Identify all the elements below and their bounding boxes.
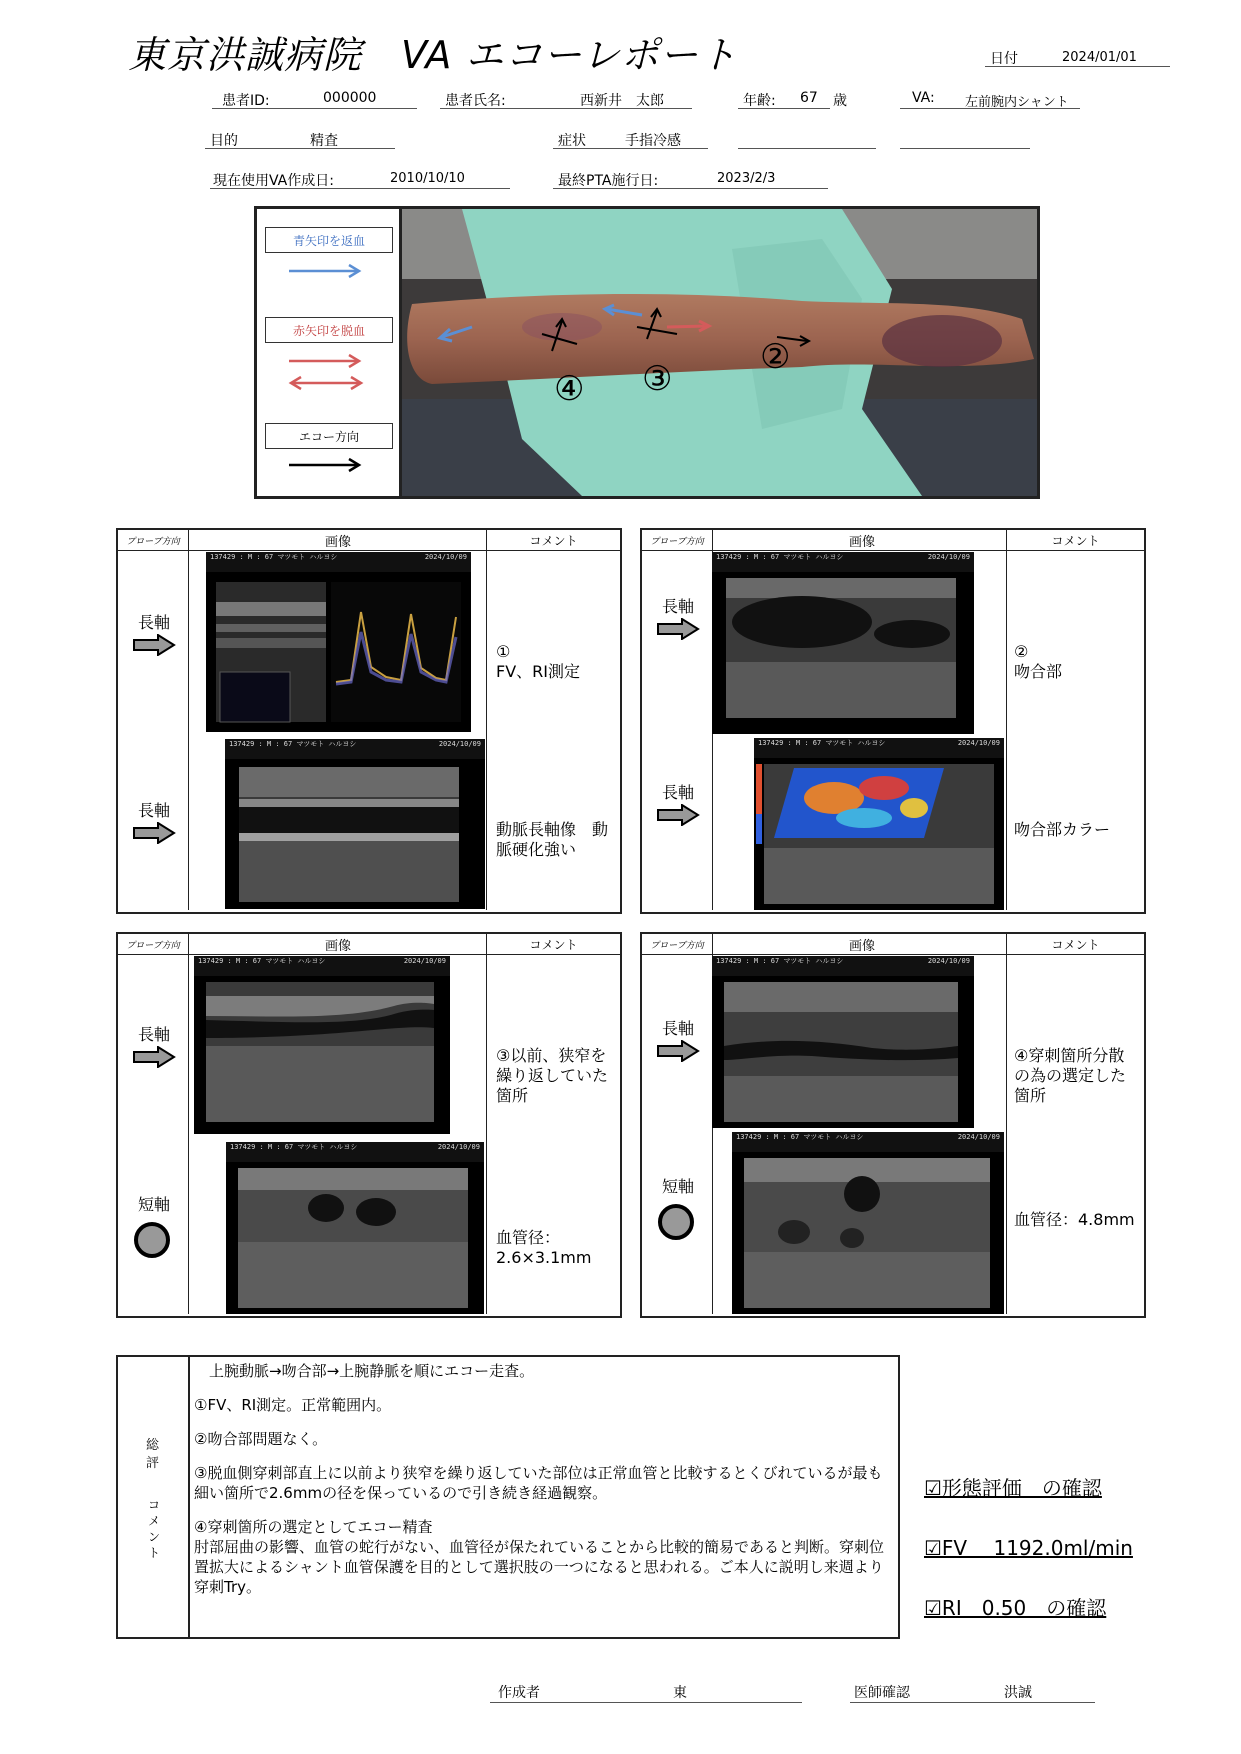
echo-panel-3 xyxy=(116,932,622,1318)
patient-name-value: 西新井 太郎 xyxy=(580,93,664,109)
va-created-value: 2010/10/10 xyxy=(390,171,465,186)
probe-label: 長軸 xyxy=(662,597,695,616)
author-underline xyxy=(490,1702,802,1703)
author-value: 東 xyxy=(673,1685,687,1701)
summary-paragraph: ①FV、RI測定。正常範囲内。 xyxy=(194,1396,392,1414)
probe-label: 長軸 xyxy=(662,1019,695,1038)
echo-panel-1 xyxy=(116,528,622,914)
va-value: 左前腕内シャント xyxy=(965,95,1069,110)
marker-3: ③ xyxy=(642,359,673,399)
doctor-underline xyxy=(850,1702,1095,1703)
comment-text: 血管径： 2.6×3.1mm xyxy=(496,1228,592,1267)
age-underline xyxy=(738,108,830,109)
check-fv: ☑FV 1192.0ml/min xyxy=(924,1536,1133,1560)
ultrasound-cross-section-image xyxy=(226,1142,484,1314)
probe-header: プローブ方向 xyxy=(118,530,189,550)
summary-label: 総 評 xyxy=(146,1438,160,1471)
divider xyxy=(1006,954,1007,1314)
patient-name-label: 患者氏名: xyxy=(445,93,506,109)
scan-header: 137429 : M : 67 マツモト ハルヨシ 2024/10/09 xyxy=(754,738,1004,758)
blue-arrow-icon xyxy=(287,263,367,279)
panel-header-row xyxy=(118,530,620,551)
patient-id-label: 患者ID: xyxy=(222,93,270,109)
purpose-underline xyxy=(205,148,395,149)
age-unit: 歳 xyxy=(833,93,847,109)
date-label: 日付 xyxy=(990,51,1018,67)
va-label: VA: xyxy=(912,90,935,106)
scan-header: 137429 : M : 67 マツモト ハルヨシ 2024/10/09 xyxy=(225,739,485,759)
image-header: 画像 xyxy=(848,534,875,550)
comment-label: コ メ ン ト xyxy=(148,1498,161,1560)
blank-underline-2 xyxy=(900,148,1030,149)
comment-header: コメント xyxy=(1006,934,1144,954)
red-arrow-label: 赤矢印を脱血 xyxy=(265,317,393,343)
right-arrow-icon xyxy=(656,1040,700,1062)
report-title: 東京洪誠病院 VA エコーレポート xyxy=(128,33,738,77)
probe-header: プローブ方向 xyxy=(118,934,189,954)
probe-label: 長軸 xyxy=(138,613,171,632)
marker-4: ④ xyxy=(554,369,585,409)
panel-header-row xyxy=(642,530,1144,551)
last-pta-underline xyxy=(553,188,828,189)
symptom-value: 手指冷感 xyxy=(625,133,681,149)
red-double-arrow-icon xyxy=(287,375,367,391)
marker-2: ② xyxy=(760,337,791,377)
va-underline xyxy=(900,108,1080,109)
symptom-underline xyxy=(553,148,708,149)
right-arrow-icon xyxy=(132,1046,176,1068)
comment-text: 吻合部カラー xyxy=(1014,820,1111,839)
comment-text: ③以前、狭窄を繰り返していた箇所 xyxy=(496,1046,609,1105)
echo-panel-4 xyxy=(640,932,1146,1318)
circle-icon xyxy=(132,1220,172,1260)
doppler-scan-image xyxy=(206,552,471,732)
probe-header: プローブ方向 xyxy=(642,530,713,550)
patient-id-underline xyxy=(212,108,417,109)
scan-header: 137429 : M : 67 マツモト ハルヨシ 2024/10/09 xyxy=(226,1142,484,1162)
comment-text: 血管径：4.8mm xyxy=(1014,1210,1135,1229)
right-arrow-icon xyxy=(656,618,700,640)
scan-header: 137429 : M : 67 マツモト ハルヨシ 2024/10/09 xyxy=(732,1132,1004,1152)
black-arrow-icon xyxy=(287,457,367,473)
date-value: 2024/01/01 xyxy=(1062,50,1137,65)
image-header: 画像 xyxy=(324,938,351,954)
image-header: 画像 xyxy=(324,534,351,550)
doctor-label: 医師確認 xyxy=(854,1685,910,1701)
age-value: 67 xyxy=(800,90,818,106)
right-arrow-icon xyxy=(132,822,176,844)
arm-photo xyxy=(402,209,1037,496)
summary-paragraph: 上腕動脈→吻合部→上腕静脈を順にエコー走査。 xyxy=(194,1362,535,1380)
probe-header: プローブ方向 xyxy=(642,934,713,954)
divider xyxy=(1006,550,1007,910)
echo-panel-2 xyxy=(640,528,1146,914)
author-label: 作成者 xyxy=(498,1685,540,1701)
purpose-label: 目的 xyxy=(210,133,238,149)
probe-label: 長軸 xyxy=(138,801,171,820)
check-morphology: ☑形態評価 の確認 xyxy=(924,1476,1102,1500)
divider xyxy=(188,550,189,910)
ultrasound-cross-section-image xyxy=(732,1132,1004,1314)
summary-paragraph: ④穿刺箇所の選定としてエコー精査 肘部屈曲の影響、血管の蛇行がない、血管径が保たれていることから比較的簡易であると判断。穿刺位置拡大によるシャント血管保護を目的として選択肢の一つになると思われる。ご本人に説明し来週より穿刺Try。 xyxy=(194,1518,885,1596)
circle-icon xyxy=(656,1202,696,1242)
divider xyxy=(188,954,189,1314)
panel-header-row xyxy=(642,934,1144,955)
red-arrow-icon xyxy=(287,353,367,369)
arrow-legend xyxy=(257,209,402,496)
echo-direction-label: エコー方向 xyxy=(265,423,393,449)
check-ri: ☑RI 0.50 の確認 xyxy=(924,1596,1107,1620)
probe-label: 長軸 xyxy=(662,783,695,802)
right-arrow-icon xyxy=(656,804,700,826)
image-header: 画像 xyxy=(848,938,875,954)
last-pta-value: 2023/2/3 xyxy=(717,171,776,186)
scan-header: 137429 : M : 67 マツモト ハルヨシ 2024/10/09 xyxy=(206,552,471,572)
symptom-label: 症状 xyxy=(558,133,586,149)
purpose-value: 精査 xyxy=(310,133,338,149)
summary-side-label xyxy=(118,1357,190,1637)
doctor-value: 洪誠 xyxy=(1004,1685,1032,1701)
ultrasound-image xyxy=(712,552,974,734)
summary-paragraph: ③脱血側穿刺部直上に以前より狭窄を繰り返していた部位は正常血管と比較するとくびれているが最も細い箇所で2.6mmの径を保っているので引き続き経過観察。 xyxy=(194,1464,883,1502)
scan-header: 137429 : M : 67 マツモト ハルヨシ 2024/10/09 xyxy=(712,956,974,976)
divider xyxy=(486,550,487,910)
color-doppler-image xyxy=(754,738,1004,910)
probe-label: 短軸 xyxy=(662,1177,695,1196)
ultrasound-image xyxy=(194,956,450,1134)
comment-header: コメント xyxy=(486,530,620,550)
age-label: 年齢: xyxy=(743,93,776,109)
summary-box xyxy=(116,1355,900,1639)
divider xyxy=(486,954,487,1314)
right-arrow-icon xyxy=(132,634,176,656)
blank-underline-1 xyxy=(738,148,876,149)
scan-header: 137429 : M : 67 マツモト ハルヨシ 2024/10/09 xyxy=(712,552,974,572)
comment-header: コメント xyxy=(1006,530,1144,550)
last-pta-label: 最終PTA施行日: xyxy=(558,173,659,189)
ultrasound-image xyxy=(225,739,485,909)
panel-header-row xyxy=(118,934,620,955)
ultrasound-image xyxy=(712,956,974,1128)
summary-paragraph: ②吻合部問題なく。 xyxy=(194,1430,328,1448)
patient-id-value: 000000 xyxy=(323,90,377,106)
probe-label: 長軸 xyxy=(138,1025,171,1044)
va-created-label: 現在使用VA作成日: xyxy=(213,173,334,189)
comment-text: ② 吻合部 xyxy=(1014,642,1063,681)
comment-text: 動脈長軸像 動脈硬化強い xyxy=(496,820,609,859)
scan-header: 137429 : M : 67 マツモト ハルヨシ 2024/10/09 xyxy=(194,956,450,976)
summary-text xyxy=(194,1361,892,1611)
probe-label: 短軸 xyxy=(138,1195,171,1214)
patient-name-underline xyxy=(440,108,692,109)
blue-arrow-label: 青矢印を返血 xyxy=(265,227,393,253)
arm-photo-box xyxy=(254,206,1040,499)
date-underline xyxy=(985,66,1170,67)
comment-text: ④穿刺箇所分散の為の選定した箇所 xyxy=(1014,1046,1127,1105)
comment-header: コメント xyxy=(486,934,620,954)
va-created-underline xyxy=(210,188,510,189)
comment-text: ① FV、RI測定 xyxy=(496,642,580,681)
